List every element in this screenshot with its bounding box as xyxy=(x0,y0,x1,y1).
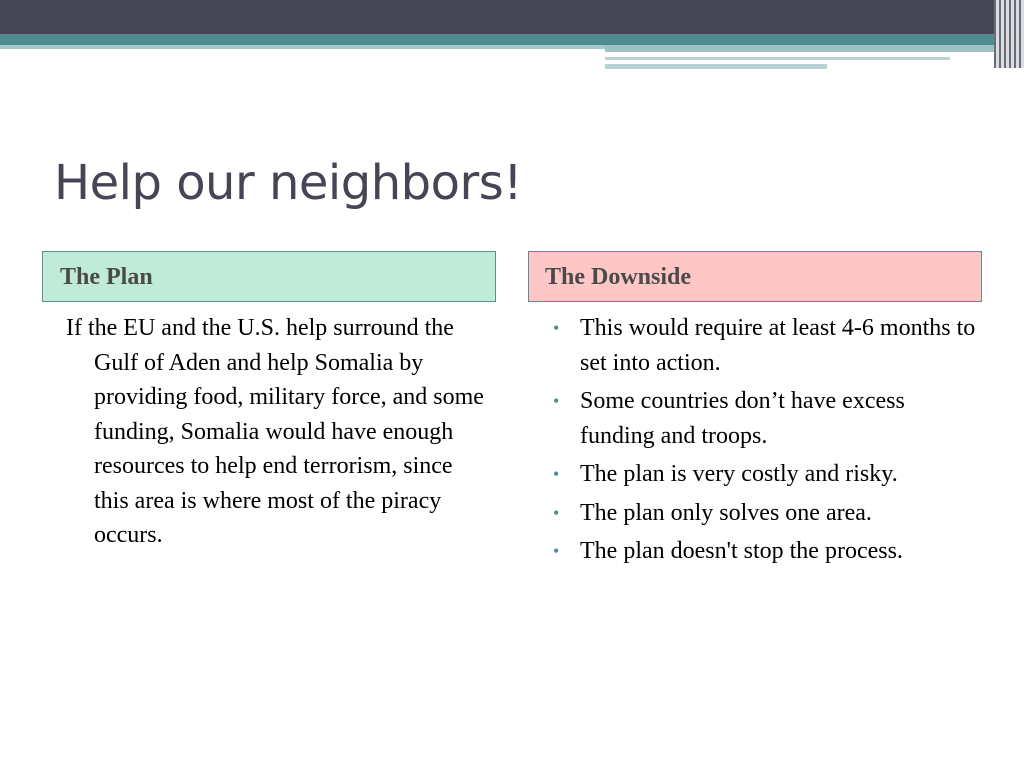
bullet-text: Some countries don’t have excess funding and troops. xyxy=(580,388,905,449)
list-item xyxy=(552,311,982,380)
top-banner-accent-line xyxy=(605,64,827,69)
list-item xyxy=(552,457,982,492)
list-item xyxy=(552,384,982,453)
bullet-icon: • xyxy=(553,464,560,484)
corner-stripes-decoration xyxy=(994,0,1024,68)
downside-bullet-list xyxy=(552,311,982,573)
bullet-text: This would require at least 4-6 months to set into action. xyxy=(580,315,976,376)
plan-column-heading: The Plan xyxy=(42,251,496,302)
bullet-text: The plan only solves one area. xyxy=(580,499,872,526)
bullet-text: The plan is very costly and risky. xyxy=(580,461,898,487)
bullet-text: The plan doesn't stop the process. xyxy=(580,538,903,564)
top-banner-accent-line xyxy=(605,57,950,60)
bullet-icon: • xyxy=(553,391,560,411)
bullet-icon: • xyxy=(553,502,560,523)
downside-column-heading: The Downside xyxy=(528,251,982,302)
list-item xyxy=(552,496,982,531)
list-item xyxy=(552,534,982,569)
bullet-icon: • xyxy=(553,318,560,338)
top-banner-teal xyxy=(0,34,1024,45)
top-banner-accent-line xyxy=(605,45,1024,52)
plan-body-text: If the EU and the U.S. help surround the Gulf of Aden and help Somalia by providing food, military force, and some funding, Somalia would have enough resources to help end terrorism, since this area is where most of the piracy occurs. xyxy=(66,315,484,548)
top-banner-accent-line xyxy=(0,45,605,49)
top-banner-dark xyxy=(0,0,1024,34)
bullet-icon: • xyxy=(553,541,560,561)
slide-title: Help our neighbors! xyxy=(54,155,522,211)
